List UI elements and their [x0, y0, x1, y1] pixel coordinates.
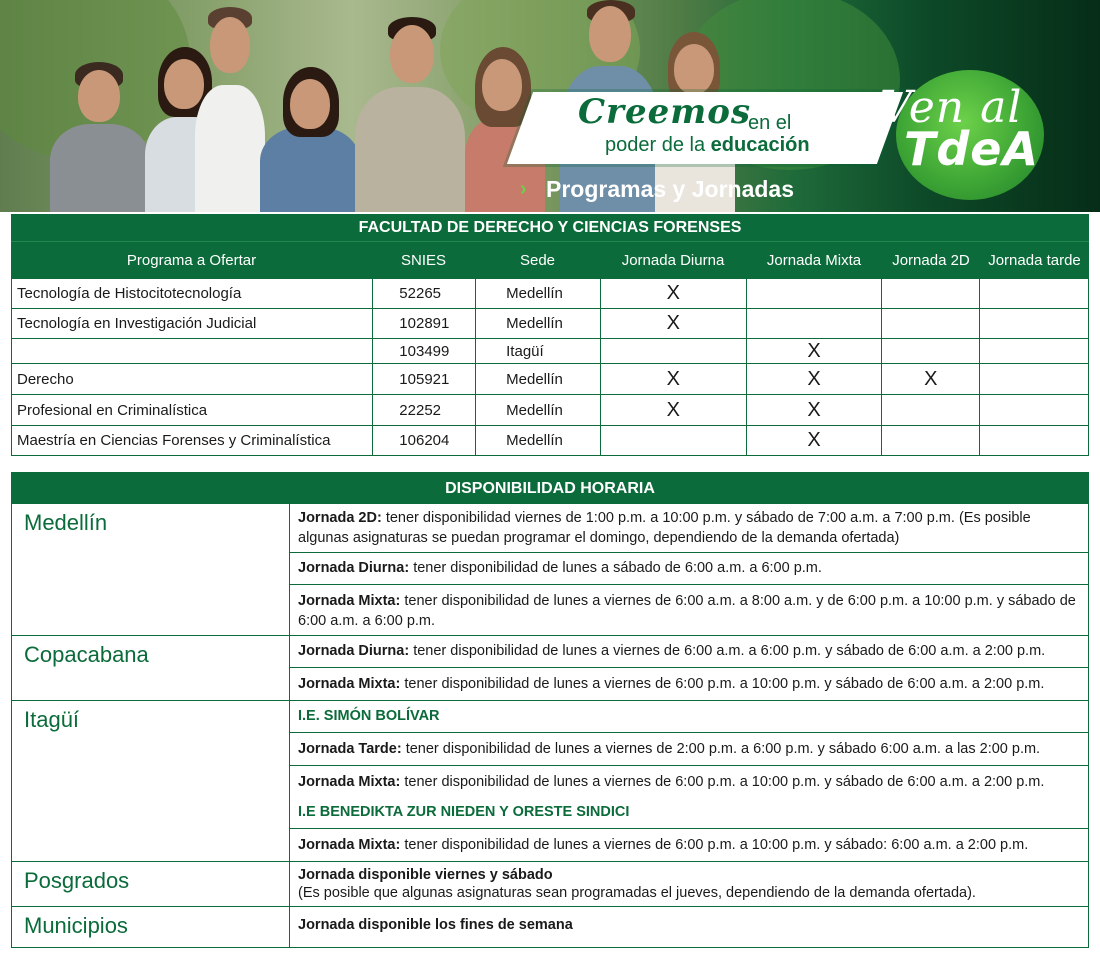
schedule-block-copacabana	[12, 635, 1088, 700]
chevron-right-icon: ›	[520, 178, 527, 200]
schedule-entry	[290, 584, 1088, 635]
programs-heading: Programas y Jornadas	[546, 176, 795, 202]
student-photo	[350, 17, 470, 212]
diurna-mark: X	[600, 364, 746, 394]
snies-cell: 106204	[372, 426, 475, 455]
schedule-body	[11, 504, 1089, 948]
mixta-mark: X	[746, 395, 882, 425]
slogan-line2-bold: educación	[710, 134, 810, 156]
schedule-entry	[290, 667, 1088, 700]
schedule-entry	[290, 862, 1088, 906]
entry-text: tener disponibilidad de lunes a viernes de 6:00 p.m. a 10:00 p.m. y sábado: 6:00 a.m. a 2:00 p.m.	[400, 837, 1029, 853]
sede-cell: Itagüí	[475, 339, 600, 363]
jornada-2d-mark	[881, 279, 979, 308]
schedule-block-medellin	[12, 504, 1088, 635]
faculty-title: FACULTAD DE DERECHO Y CIENCIAS FORENSES	[11, 214, 1089, 242]
program-cell: Tecnología en Investigación Judicial	[17, 315, 257, 332]
program-cell: Derecho	[17, 370, 74, 388]
entry-label: Jornada Mixta:	[298, 774, 401, 790]
table-row	[12, 308, 1088, 338]
entry-label: Jornada Mixta:	[298, 676, 401, 692]
schedule-block-municipios	[12, 906, 1088, 947]
mixta-mark: X	[746, 364, 882, 394]
ven-al-logo-text: Ven al	[880, 82, 1023, 133]
entry-text: tener disponibilidad de lunes a sábado de 6:00 a.m. a 6:00 p.m.	[409, 560, 822, 576]
entry-text: tener disponibilidad de lunes a viernes de 6:00 a.m. a 8:00 a.m. y de 6:00 p.m. a 10:00 p.m. y sábado de 6:00 a.m. a 6:00 p.m.	[298, 593, 1076, 629]
jornada-2d-mark	[881, 395, 979, 425]
table-row	[12, 394, 1088, 425]
entry-label: Jornada disponible viernes y sábado	[298, 867, 553, 883]
table-row	[12, 363, 1088, 394]
diurna-mark: X	[600, 279, 746, 308]
table-header-row	[11, 242, 1089, 278]
sede-cell: Medellín	[475, 364, 600, 394]
tdea-logo-text: TdeA	[904, 122, 1040, 176]
schedule-entry	[290, 828, 1088, 861]
tarde-mark	[979, 426, 1088, 455]
diurna-mark: X	[600, 395, 746, 425]
mixta-mark	[746, 309, 882, 338]
header-banner	[0, 0, 1100, 212]
column-header: Jornada Mixta	[766, 251, 862, 269]
schedule-entries	[289, 504, 1088, 635]
tarde-mark	[979, 339, 1088, 363]
entry-text: tener disponibilidad de lunes a viernes de 6:00 p.m. a 10:00 p.m. y sábado de 6:00 a.m. a 2:00 p.m.	[400, 774, 1045, 790]
column-header: Jornada tarde	[988, 251, 1081, 269]
program-cell: Profesional en Criminalística	[17, 401, 208, 419]
schedule-entry	[290, 552, 1088, 584]
entry-label: Jornada Tarde:	[298, 741, 402, 757]
entry-label: Jornada disponible los fines de semana	[298, 917, 573, 933]
city-label: Itagüí	[24, 707, 80, 732]
school-heading: I.E. SIMÓN BOLÍVAR	[298, 708, 440, 724]
entry-label: Jornada Mixta:	[298, 837, 401, 853]
schedule-entries	[289, 636, 1088, 700]
entry-label: Jornada Diurna:	[298, 560, 410, 576]
snies-cell: 22252	[372, 395, 475, 425]
mixta-mark: X	[746, 339, 882, 363]
sede-cell: Medellín	[475, 309, 600, 338]
column-header: SNIES	[400, 251, 446, 269]
table-row	[12, 338, 1088, 363]
diurna-mark	[600, 426, 746, 455]
entry-text: tener disponibilidad de lunes a viernes de 6:00 a.m. a 6:00 p.m. y sábado de 6:00 a.m. a 2:00 p.m.	[409, 643, 1046, 659]
schedule-title: DISPONIBILIDAD HORARIA	[11, 472, 1089, 504]
column-header: Jornada Diurna	[621, 251, 725, 269]
diurna-mark	[600, 339, 746, 363]
entry-text: (Es posible que algunas asignaturas sean programadas el jueves, dependiendo de la demanda ofertada).	[298, 885, 976, 901]
student-photo	[45, 62, 155, 212]
tarde-mark	[979, 395, 1088, 425]
schedule-entries	[289, 862, 1088, 906]
sede-cell: Medellín	[475, 395, 600, 425]
sede-cell: Medellín	[475, 279, 600, 308]
slogan-script: Creemos	[578, 92, 752, 132]
entry-label: Jornada 2D:	[298, 510, 382, 526]
city-label: Municipios	[24, 913, 128, 938]
schedule-entries	[289, 701, 1088, 861]
table-body	[11, 278, 1089, 456]
schedule-block-posgrados	[12, 861, 1088, 906]
schedule-entry	[290, 765, 1088, 796]
city-label: Medellín	[24, 510, 108, 535]
student-photo	[255, 67, 365, 212]
jornada-2d-mark	[881, 309, 979, 338]
schedule-entry	[290, 732, 1088, 765]
tarde-mark	[979, 279, 1088, 308]
entry-label: Jornada Mixta:	[298, 593, 401, 609]
entry-text: tener disponibilidad de lunes a viernes de 2:00 p.m. a 6:00 p.m. y sábado 6:00 a.m. a las 2:00 p.m.	[401, 741, 1041, 757]
slogan-connector: en el	[748, 112, 792, 134]
slogan-line2	[605, 134, 810, 157]
column-header: Sede	[519, 251, 556, 269]
slogan-line2-text: poder de la	[605, 134, 711, 156]
schedule-entries	[289, 907, 1088, 947]
tarde-mark	[979, 364, 1088, 394]
snies-cell: 102891	[372, 309, 475, 338]
program-cell	[12, 339, 372, 363]
mixta-mark: X	[746, 426, 882, 455]
mixta-mark	[746, 279, 882, 308]
city-label: Posgrados	[24, 868, 130, 893]
jornada-2d-mark	[881, 339, 979, 363]
entry-text: tener disponibilidad de lunes a viernes de 6:00 p.m. a 10:00 p.m. y sábado de 6:00 a.m. a 2:00 p.m.	[400, 676, 1045, 692]
snies-cell: 103499	[372, 339, 475, 363]
table-row	[12, 425, 1088, 455]
column-header: Programa a Ofertar	[126, 251, 257, 269]
program-cell: Maestría en Ciencias Forenses y Criminalística	[17, 432, 331, 449]
program-cell: Tecnología de Histocitotecnología	[17, 285, 242, 302]
snies-cell: 52265	[372, 279, 475, 308]
entry-label: Jornada Diurna:	[298, 643, 410, 659]
tarde-mark	[979, 309, 1088, 338]
entry-text: tener disponibilidad viernes de 1:00 p.m. a 10:00 p.m. y sábado de 7:00 a.m. a 7:00 p.m. (Es posible algunas asignaturas se puedan programar el domingo, dependiendo de la demanda ofertada)	[298, 510, 1031, 546]
column-header: Jornada 2D	[892, 251, 970, 269]
school-heading: I.E BENEDIKTA ZUR NIEDEN Y ORESTE SINDICI	[298, 804, 630, 820]
schedule-entry	[290, 504, 1088, 552]
schedule-entry	[290, 907, 1088, 947]
schedule-table	[11, 472, 1089, 948]
jornada-2d-mark: X	[881, 364, 979, 394]
diurna-mark: X	[600, 309, 746, 338]
snies-cell: 105921	[372, 364, 475, 394]
sede-cell: Medellín	[475, 426, 600, 455]
table-row	[12, 278, 1088, 308]
city-label: Copacabana	[24, 642, 149, 667]
programs-table	[11, 214, 1089, 456]
schedule-entry	[290, 636, 1088, 667]
jornada-2d-mark	[881, 426, 979, 455]
schedule-block-itagui	[12, 700, 1088, 861]
